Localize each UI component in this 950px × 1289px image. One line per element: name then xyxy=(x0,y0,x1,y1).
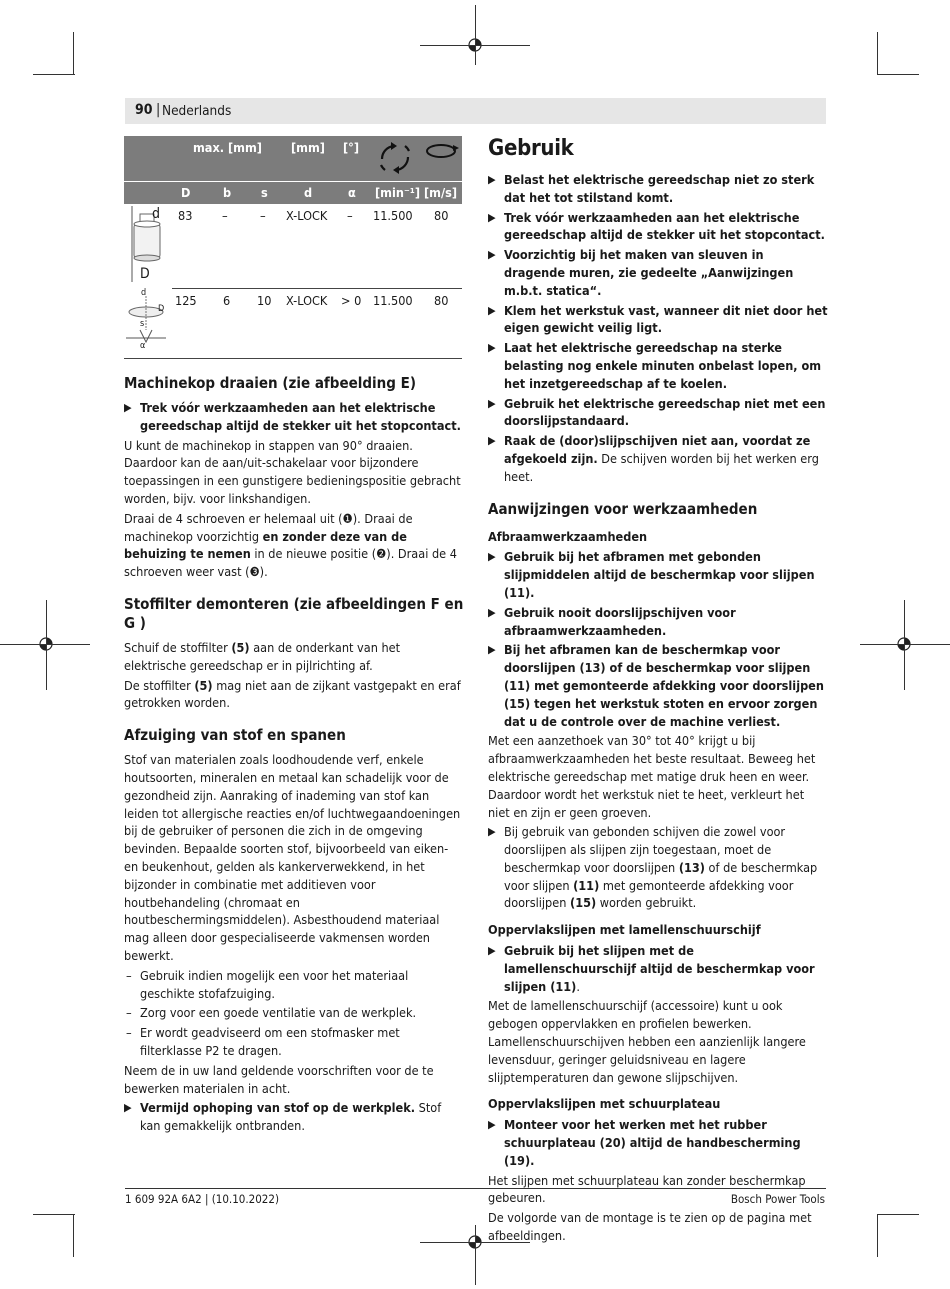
triangle-right-icon: ▶ xyxy=(488,605,496,619)
col-s: s xyxy=(261,185,268,200)
right-column xyxy=(488,136,828,1247)
row1-rpm: 11.500 xyxy=(373,208,413,223)
heading-machinekop: Machinekop draaien (zie afbeelding E) xyxy=(124,374,417,392)
header-language: Nederlands xyxy=(162,103,232,119)
col-b: b xyxy=(223,185,232,200)
crop-mark xyxy=(33,1214,75,1215)
paragraph: Neem de in uw land geldende voorschriften voor de te bewerken materialen in acht. xyxy=(124,1062,434,1096)
triangle-right-icon: ▶ xyxy=(488,944,496,958)
triangle-right-icon: ▶ xyxy=(488,825,496,839)
header-max-mm: max. [mm] xyxy=(193,140,262,155)
row2-rpm: 11.500 xyxy=(373,293,413,308)
row2-s: 10 xyxy=(257,293,272,308)
dash-item: – Er wordt geadviseerd om een stofmasker met filterklasse P2 te dragen. xyxy=(126,1025,400,1058)
registration-line xyxy=(46,600,47,690)
row2-label-d: d xyxy=(141,288,147,298)
row2-label-s: s xyxy=(140,319,145,329)
triangle-right-icon: ▶ xyxy=(488,434,496,448)
col-d: d xyxy=(304,185,313,200)
row2-ms: 80 xyxy=(434,293,449,308)
disc-rotation-icon xyxy=(424,140,462,162)
header-separator: | xyxy=(156,102,161,118)
registration-line xyxy=(904,600,905,690)
row2-label-D: D xyxy=(158,304,165,314)
heading-afzuiging: Afzuiging van stof en spanen xyxy=(124,726,346,745)
registration-line xyxy=(860,644,950,645)
crop-mark xyxy=(877,1214,919,1215)
paragraph: Met de lamellenschuurschijf (accessoire) kunt u ook gebogen oppervlakken en profielen bewerken. Lamellenschuurschijven hebben een aanzienlijk langere levensduur, geringer geluidsniveau en lagere slijptemperaturen dan gewone slijpschijven. xyxy=(488,998,806,1085)
row2-label-alpha: α xyxy=(140,341,146,351)
row-divider xyxy=(172,288,462,289)
triangle-right-icon: ▶ xyxy=(488,1118,496,1132)
bullet-item: ▶ Trek vóór werkzaamheden aan het elektrische gereedschap altijd de stekker uit het stopcontact. xyxy=(124,400,461,433)
bullet-item: ▶ Raak de (door)slijpschijven niet aan, voordat ze afgekoeld zijn. De schijven worden bij het werken erg heet. xyxy=(488,433,819,484)
bullet-item: ▶ Laat het elektrische gereedschap na sterke belasting nog enkele minuten onbelast lopen, om het inzetgereedschap af te koelen. xyxy=(488,340,822,391)
triangle-right-icon: ▶ xyxy=(488,210,496,224)
crop-mark xyxy=(73,1214,74,1257)
triangle-right-icon: ▶ xyxy=(488,248,496,262)
heading-afbraam: Afbraamwerkzaamheden xyxy=(488,528,648,544)
row1-b: – xyxy=(222,208,228,223)
bullet-item: ▶ Bij het afbramen kan de beschermkap voor doorslijpen (13) of de beschermkap voor slijpen (11) met gemonteerde afdekking voor doorslijpen (15) tegen het werkstuk stoten en ervoor zorgen dat u de controle over de machine verliest. xyxy=(488,642,824,729)
heading-lamellen: Oppervlakslijpen met lamellenschuurschijf xyxy=(488,922,761,938)
row2-d: X-LOCK xyxy=(286,293,328,308)
page-header xyxy=(125,98,826,124)
page-number: 90 xyxy=(135,102,153,118)
triangle-right-icon: ▶ xyxy=(488,396,496,410)
bullet-item: ▶ Belast het elektrische gereedschap niet zo sterk dat het tot stilstand komt. xyxy=(488,172,815,205)
triangle-right-icon: ▶ xyxy=(488,643,496,657)
dash-item: – Zorg voor een goede ventilatie van de werkplek. xyxy=(126,1005,417,1021)
row1-label-D: D xyxy=(140,266,150,282)
footer-doc-number: 1 609 92A 6A2 | (10.10.2022) xyxy=(125,1192,280,1206)
bullet-item: ▶ Klem het werkstuk vast, wanneer dit niet door het eigen gewicht veilig ligt. xyxy=(488,302,828,336)
paragraph: U kunt de machinekop in stappen van 90° draaien. Daardoor kan de aan/uit-schakelaar voor bijzondere toepassingen in een gunstigere bedieningspositie gebracht worden, bijv. voor linkshandigen. xyxy=(124,437,461,506)
bullet-item: ▶ Voorzichtig bij het maken van sleuven in dragende muren, zie gedeelte „Aanwijzingen m.b.t. statica“. xyxy=(488,247,794,298)
rotation-arrows-icon xyxy=(374,139,416,177)
row2-alpha: > 0 xyxy=(341,293,362,308)
dash-item: – Gebruik indien mogelijk een voor het materiaal geschikte stofafzuiging. xyxy=(126,967,409,1001)
crop-mark xyxy=(877,32,878,75)
bullet-item: ▶ Trek vóór werkzaamheden aan het elektrische gereedschap altijd de stekker uit het stopcontact. xyxy=(488,209,825,243)
crop-mark xyxy=(877,1214,878,1257)
row1-label-d: d xyxy=(152,206,160,222)
crop-mark xyxy=(33,74,75,75)
col-alpha: α xyxy=(348,185,356,200)
bullet-item: ▶ Vermijd ophoping van stof op de werkplek. Stof kan gemakkelijk ontbranden. xyxy=(124,1100,442,1134)
footer-rule xyxy=(125,1188,826,1189)
row1-s: – xyxy=(260,208,266,223)
triangle-right-icon: ▶ xyxy=(488,341,496,355)
triangle-right-icon: ▶ xyxy=(124,401,132,414)
grinding-disc-icon xyxy=(126,290,170,352)
left-column xyxy=(124,374,464,1137)
paragraph: Draai de 4 schroeven er helemaal uit (❶). Draai de machinekop voorzichtig en zonder deze van de behuizing te nemen in de nieuwe positie (❷). Draai de 4 schroeven weer vast (❸). xyxy=(124,510,457,580)
heading-stoffilter: Stoffilter demonteren (zie afbeeldingen F en G ) xyxy=(124,594,464,632)
header-mm: [mm] xyxy=(291,140,325,155)
col-D: D xyxy=(181,185,191,200)
paragraph: Het slijpen met schuurplateau kan zonder beschermkap gebeuren. xyxy=(488,1172,806,1206)
bullet-item: ▶ Gebruik bij het slijpen met de lamellenschuurschijf altijd de beschermkap voor slijpen (11). xyxy=(488,943,815,994)
row1-D: 83 xyxy=(178,208,193,223)
triangle-right-icon: ▶ xyxy=(488,303,496,317)
row1-d: X-LOCK xyxy=(286,208,328,223)
registration-line xyxy=(0,644,90,645)
paragraph: De volgorde van de montage is te zien op de pagina met afbeeldingen. xyxy=(488,1210,812,1244)
col-rpm: [min⁻¹] xyxy=(375,185,421,200)
bullet-item: ▶ Bij gebruik van gebonden schijven die zowel voor doorslijpen als slijpen zijn toegestaan, moet de beschermkap voor doorslijpen (13) of de beschermkap voor slijpen (11) met gemonteerde afdekking voor doorslijpen (15) worden gebruikt. xyxy=(488,824,818,911)
paragraph: Met een aanzethoek van 30° tot 40° krijgt u bij afbraamwerkzaamheden het beste resultaat. Beweeg het elektrische gereedschap met matige druk heen en weer. Daardoor wordt het werkstuk niet te heet, verkleurt het niet en zijn er geen groeven. xyxy=(488,733,816,820)
registration-line xyxy=(475,1225,476,1285)
paragraph: De stoffilter (5) mag niet aan de zijkant vastgepakt en eraf getrokken worden. xyxy=(124,677,461,711)
row2-b: 6 xyxy=(223,293,231,308)
footer-brand: Bosch Power Tools xyxy=(730,1192,825,1206)
header-deg: [°] xyxy=(343,140,360,155)
registration-line xyxy=(475,5,476,65)
col-ms: [m/s] xyxy=(424,185,458,200)
bullet-item: ▶ Gebruik nooit doorslijpschijven voor afbraamwerkzaamheden. xyxy=(488,604,736,638)
triangle-right-icon: ▶ xyxy=(488,173,496,186)
row1-alpha: – xyxy=(347,208,353,223)
crop-mark xyxy=(877,74,919,75)
bullet-item: ▶ Gebruik bij het afbramen met gebonden slijpmiddelen altijd de beschermkap voor slijpen (11). xyxy=(488,549,815,600)
triangle-right-icon: ▶ xyxy=(488,550,496,564)
bullet-item: ▶ Monteer voor het werken met het rubber schuurplateau (20) altijd de handbescherming (19). xyxy=(488,1117,801,1168)
paragraph: Schuif de stoffilter (5) aan de onderkant van het elektrische gereedschap er in pijlrichting af. xyxy=(124,639,401,673)
row1-ms: 80 xyxy=(434,208,449,223)
table-bottom-rule xyxy=(124,358,462,359)
crop-mark xyxy=(73,32,74,75)
triangle-right-icon: ▶ xyxy=(124,1101,132,1115)
heading-gebruik: Gebruik xyxy=(488,136,574,161)
row2-D: 125 xyxy=(175,293,197,308)
heading-aanwijzingen: Aanwijzingen voor werkzaamheden xyxy=(488,499,758,518)
bullet-item: ▶ Gebruik het elektrische gereedschap niet met een doorslijpstandaard. xyxy=(488,395,826,429)
heading-schuurplateau: Oppervlakslijpen met schuurplateau xyxy=(488,1096,721,1112)
paragraph: Stof van materialen zoals loodhoudende verf, enkele houtsoorten, mineralen en metaal kan schadelijk voor de gezondheid zijn. Aanraking of inademing van stof kan leiden tot allergische reacties en/of luchtwegaandoeningen bij de gebruiker of personen die zich in de omgeving bevinden. Bepaalde soorten stof, bijvoorbeeld van eiken- en beukenhout, gelden als kankerverwekkend, in het bijzonder in combinatie met additieven voor houtbehandeling (chromaat en houtbeschermingsmiddelen). Asbesthoudend materiaal mag alleen door gespecialiseerde vakmensen worden bewerkt. xyxy=(124,752,461,963)
